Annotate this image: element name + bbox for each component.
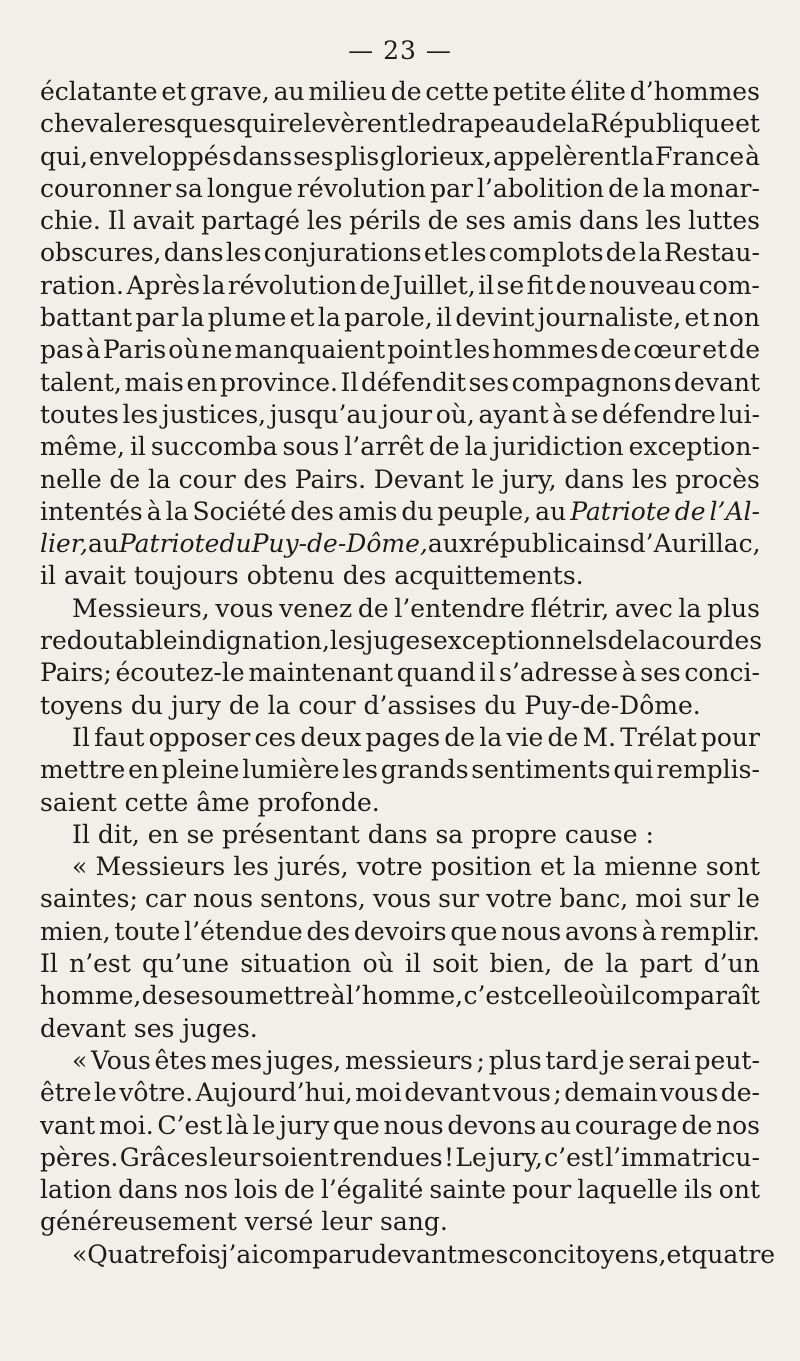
text-line: devant ses juges. [40, 1013, 258, 1043]
text-line: redoutable indignation, les juges exceptionnels de la cour des [40, 626, 763, 656]
text-line: chie. Il avait partagé les périls de ses amis dans les luttes [40, 206, 760, 236]
text-line: Il n’est qu’une situation où il soit bien, de la part d’un [40, 949, 760, 979]
text-line: lation dans nos lois de l’égalité sainte pour laquelle ils ont [40, 1175, 760, 1205]
text-line: mettre en pleine lumière les grands sentiments qui remplis- [40, 755, 760, 785]
text-line: Il dit, en se présentant dans sa propre cause : [72, 819, 654, 849]
text-line: homme, de se soumettre à l’homme, c’est celle où il comparaît [40, 981, 760, 1011]
text-line: battant par la plume et la parole, il devint journaliste, et non [40, 303, 760, 333]
text-line: Messieurs, vous venez de l’entendre flétrir, avec la plus [72, 593, 760, 623]
text-line: saient cette âme profonde. [40, 787, 380, 817]
text-line: pas à Paris où ne manquaient point les hommes de cœur et de [40, 335, 760, 365]
text-line: il avait toujours obtenu des acquittements. [40, 561, 584, 591]
text-line: pères. Grâces leur soient rendues ! Le jury, c’est l’immatricu- [40, 1142, 760, 1172]
body-text [40, 76, 776, 1271]
text-line: mien, toute l’étendue des devoirs que nous avons à remplir. [40, 916, 760, 946]
text-line: toutes les justices, jusqu’au jour où, ayant à se défendre lui- [40, 399, 760, 429]
text-line: ration. Après la révolution de Juillet, il se fit de nouveau com- [40, 270, 760, 300]
text-line: qui, enveloppés dans ses plis glorieux, appelèrent la France à [40, 141, 760, 171]
text-line: obscures, dans les conjurations et les complots de la Restau- [40, 238, 760, 268]
text-line: couronner sa longue révolution par l’abolition de la monar- [40, 173, 760, 203]
text-line: saintes; car nous sentons, vous sur votre banc, moi sur le [40, 884, 760, 914]
text-line: Pairs; écoutez-le maintenant quand il s’adresse à ses conci- [40, 658, 760, 688]
text-line: lier, au Patriote du Puy-de-Dôme, aux républicains d’Aurillac, [40, 529, 761, 559]
text-line: vant moi. C’est là le jury que nous devons au courage de nos [40, 1110, 760, 1140]
text-line: éclatante et grave, au milieu de cette petite élite d’hommes [40, 77, 760, 106]
text-line: talent, mais en province. Il défendit ses compagnons devant [40, 367, 760, 397]
text-line: « Vous êtes mes juges, messieurs ; plus tard je serai peut- [72, 1045, 760, 1075]
text-line: être le vôtre. Aujourd’hui, moi devant vous ; demain vous de- [40, 1078, 760, 1108]
text-line: Il faut opposer ces deux pages de la vie de M. Trélat pour [72, 722, 760, 752]
text-line: intentés à la Société des amis du peuple, au Patriote de l’Al- [40, 496, 760, 526]
text-line: toyens du jury de la cour d’assises du Puy-de-Dôme. [40, 690, 701, 720]
text-line: « Messieurs les jurés, votre position et la mienne sont [72, 852, 760, 882]
text-line: nelle de la cour des Pairs. Devant le jury, dans les procès [40, 464, 760, 494]
page-number: — 23 — [348, 36, 452, 65]
text-line: chevaleresques qui relevèrent le drapeau de la République et [40, 109, 760, 139]
text-line: même, il succomba sous l’arrêt de la juridiction exception- [40, 432, 760, 462]
text-line: généreusement versé leur sang. [40, 1207, 448, 1237]
text-line: « Quatre fois j’ai comparu devant mes concitoyens, et quatre [72, 1239, 776, 1269]
